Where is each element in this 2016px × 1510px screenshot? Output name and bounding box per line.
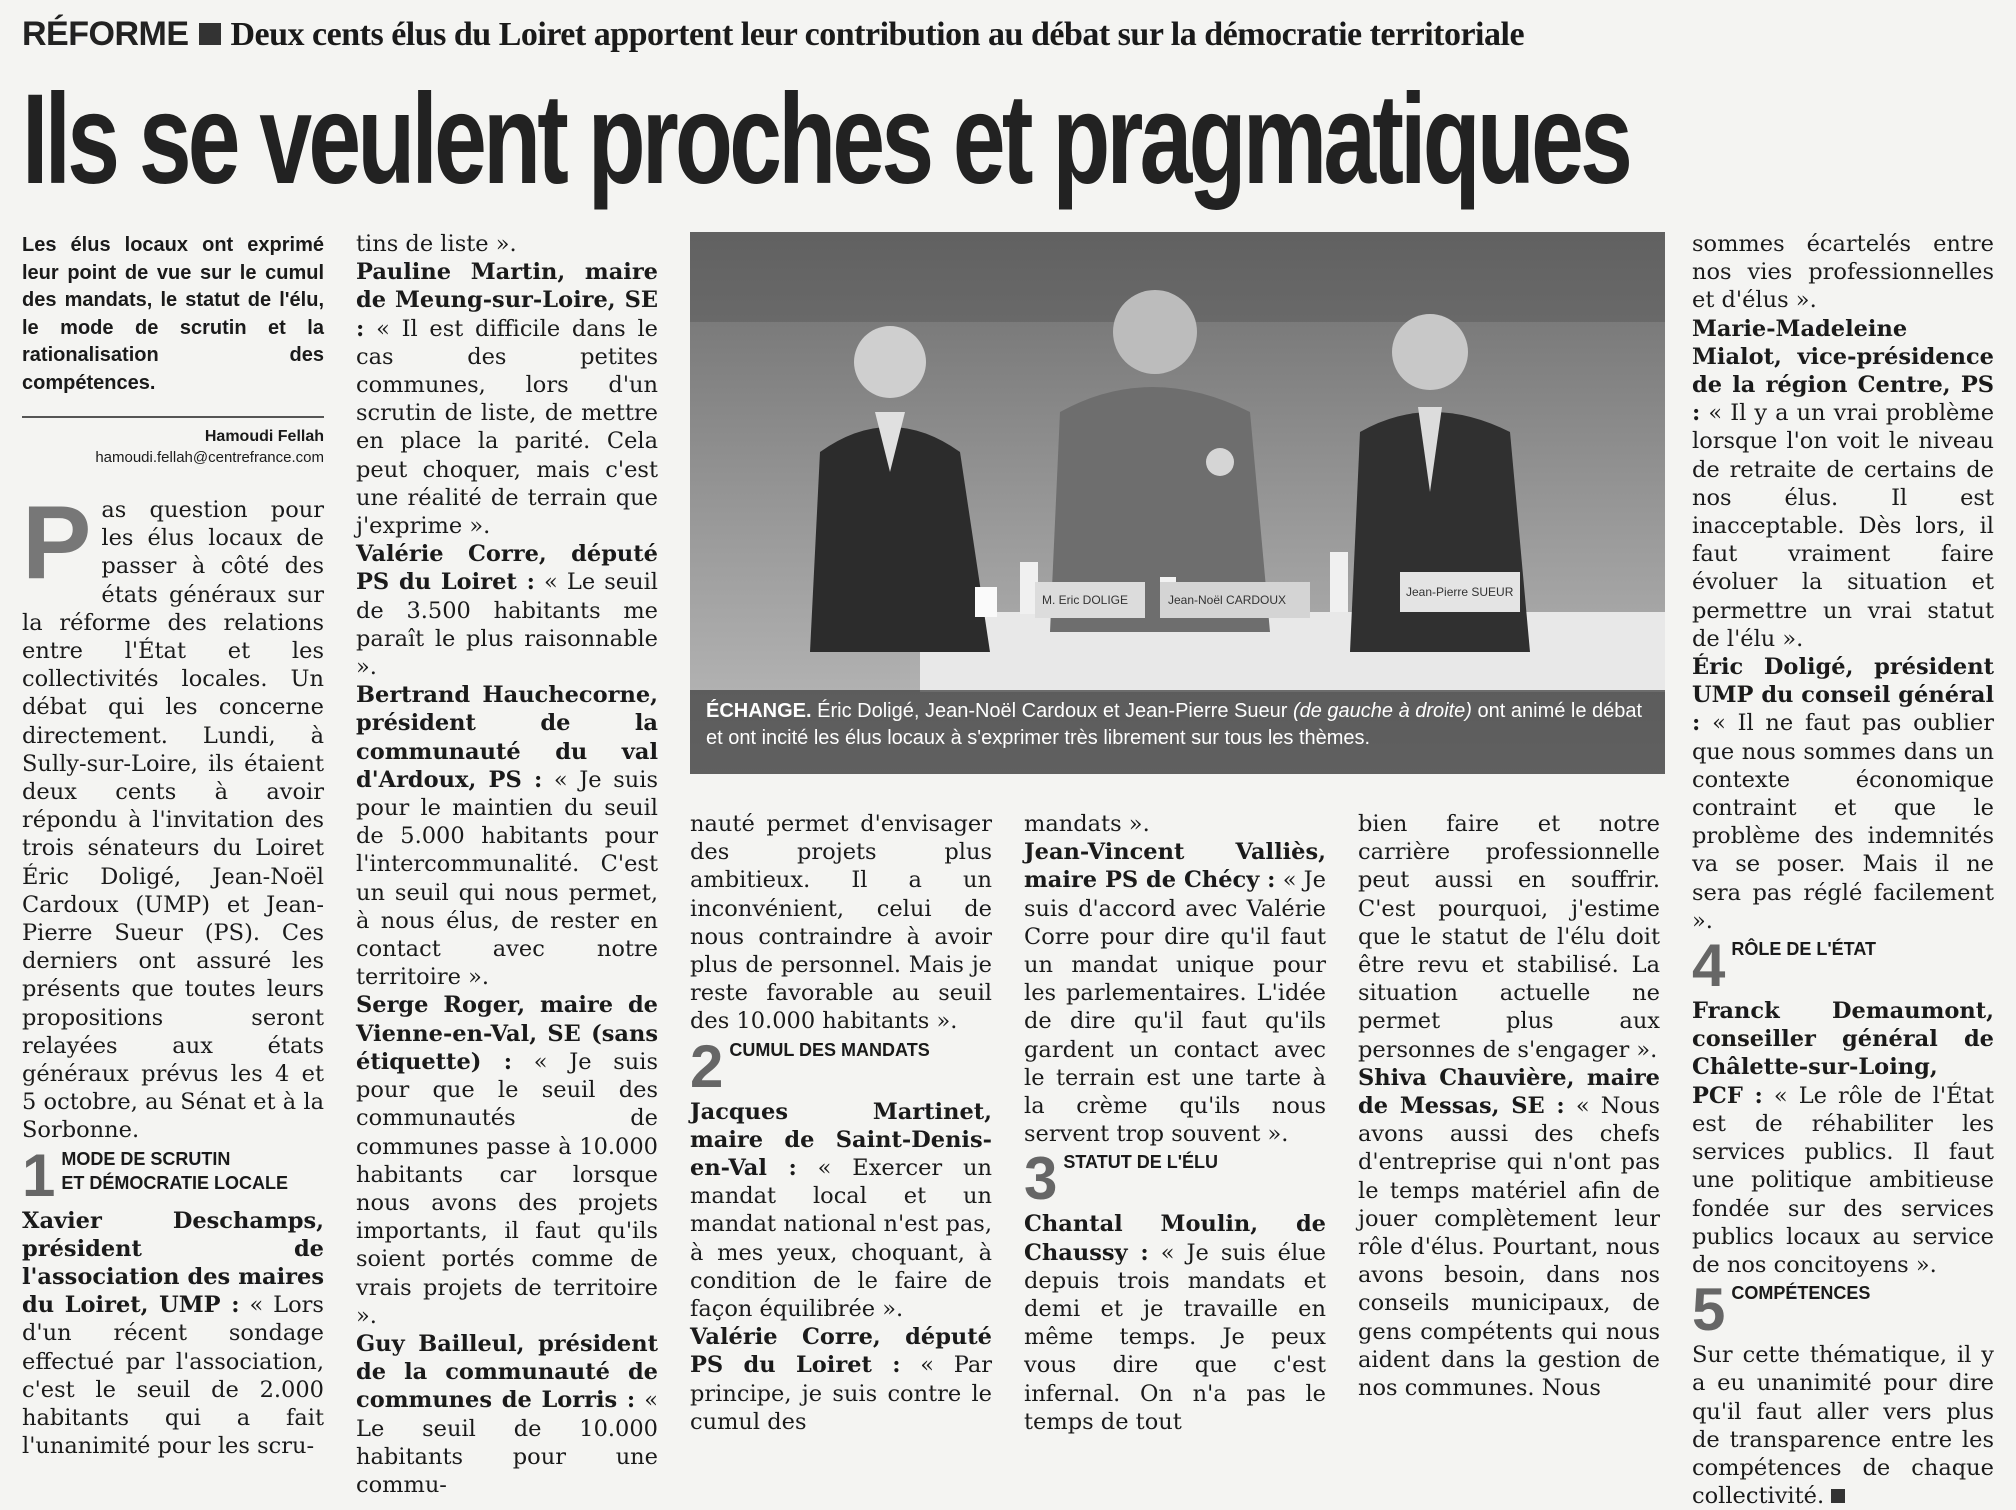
paragraph: bien faire et notre carrière professionnelle peut aussi en souffrir. C'est pourquoi, j'estime que le statut de l'élu doit être revu et stabilisé. La situation actuelle ne permet plus aux personnes de s'engager ». xyxy=(1358,811,1660,1063)
quote: « Il y a un vrai problème lorsque l'on voit le niveau de retraite de certains de nos élus. Il est inacceptable. Dès lors, il faut vraiment faire évoluer la situation et permettre un vrai statut de l'élu ». xyxy=(1692,400,1995,652)
speaker: Xavier Deschamps, président de l'association des maires du Loiret, UMP : xyxy=(22,1207,324,1319)
paragraph: tins de liste ». xyxy=(356,231,517,257)
quote: « Nous avons aussi des chefs d'entreprise qui n'ont pas le temps matériel afin de jouer complètement leur rôle d'élus. Pourtant, nous avons besoin, dans nos conseils municipaux, de gens compétents qui nous aident dans la gestion de nos communes. Nous xyxy=(1358,1093,1660,1402)
speaker: Bertrand Hauchecorne, président de la communauté du val d'Ardoux, PS : xyxy=(356,682,658,793)
speaker: Jacques Martinet, maire de Saint-Denis-en-Val : xyxy=(690,1098,992,1182)
paragraph: mandats ». xyxy=(1024,811,1150,837)
caption-rest: ont animé le débat et ont incité les élus locaux à s'exprimer très librement sur tous les thèmes. xyxy=(706,700,1643,749)
photo-caption xyxy=(690,690,1665,774)
quote: « Le seuil de 10.000 habitants pour une commu- xyxy=(356,1387,658,1498)
speaker: Pauline Martin, maire de Meung-sur-Loire, SE : xyxy=(356,259,658,342)
caption-label: ÉCHANGE. xyxy=(706,700,812,722)
quote: « Je suis pour que le seuil des communautés de communes passe à 10.000 habitants car lorsque nous avons des projets importants, il faut qu'ils soient portés comme de vrais projets de territoire ». xyxy=(356,1048,658,1329)
intro-paragraph: as question pour les élus locaux de passer à côté des états généraux sur la réforme des relations entre l'État et les collectivités locales. Un débat qui les concerne directement. Lundi, à Sully-sur-Loire, ils étaient deux cents à avoir répondu à l'invitation des trois sénateurs du Loiret Éric Doligé, Jean-Noël Cardoux (UMP) et Jean-Pierre Sueur (PS). Ces derniers ont assuré les présents que toutes leurs propositions seront relayées aux états généraux prévus les 4 et 5 octobre, au Sénat et à la Sorbonne. xyxy=(22,497,324,1144)
speaker: Éric Doligé, président UMP du conseil général : xyxy=(1692,654,1994,737)
paragraph: sommes écartelés entre nos vies professionnelles et d'élus ». xyxy=(1692,231,1994,314)
section-tag: RÉFORME xyxy=(22,15,189,53)
byline xyxy=(22,426,324,468)
speaker: Jean-Vincent Valliès, maire PS de Chécy : xyxy=(1024,839,1326,894)
quote: « Exercer un mandat local et un mandat national n'est pas, à mes yeux, choquant, à condition de le faire de façon équilibrée ». xyxy=(690,1155,992,1323)
quote: « Je suis d'accord avec Valérie Corre pour dire qu'il faut un mandat unique pour les parlementaires. L'idée de dire qu'il faut qu'ils gardent un contact avec le terrain est une tarte à la crème qu'ils nous servent trop souvent ». xyxy=(1024,867,1327,1148)
end-square-icon xyxy=(1831,1489,1845,1503)
section-label: CUMUL DES MANDATS xyxy=(729,1039,930,1060)
quote: « Je suis élue depuis trois mandats et demi et je travaille en même temps. Je peux vous dire que c'est infernal. On n'a pas le temps de tout xyxy=(1024,1239,1326,1435)
column-2 xyxy=(356,230,658,1499)
quote: « Par principe, je suis contre le cumul des xyxy=(690,1352,993,1435)
section-number: 4 xyxy=(1692,932,1726,1000)
speaker: Valérie Corre, député PS du Loiret : xyxy=(690,1324,992,1379)
kicker-subtitle: Deux cents élus du Loiret apportent leur contribution au débat sur la démocratie territoriale xyxy=(230,16,1525,53)
column-6 xyxy=(1692,230,1994,1510)
speaker: Serge Roger, maire de Vienne-en-Val, SE (sans étiquette) : xyxy=(356,992,658,1075)
column-4 xyxy=(1024,810,1326,1436)
speaker: Guy Bailleul, président de la communauté de communes de Lorris : xyxy=(356,1330,658,1414)
headline: Ils se veulent proches et pragmatiques xyxy=(22,68,1630,211)
quote: « Le seuil de 3.500 habitants me paraît le plus raisonnable ». xyxy=(356,569,659,681)
quote: « Il ne faut pas oublier que nous sommes dans un contexte économique contraint et que le problème des indemnités va se poser. Mais il ne sera pas réglé facilement ». xyxy=(1692,710,1994,934)
nameplate-center: Jean-Noël CARDOUX xyxy=(1168,593,1287,607)
section-number: 1 xyxy=(22,1141,56,1209)
section-heading-1 xyxy=(22,1141,324,1209)
chapo: Les élus locaux ont exprimé leur point de vue sur le cumul des mandats, le statut de l'élu, le mode de scrutin et la rationalisation des compétences. xyxy=(22,234,324,394)
section-label: MODE DE SCRUTIN xyxy=(61,1148,231,1169)
section-heading-2 xyxy=(690,1032,992,1100)
section-heading-5 xyxy=(1692,1276,1994,1344)
section-label: COMPÉTENCES xyxy=(1731,1283,1871,1304)
square-bullet-icon xyxy=(199,23,221,45)
speaker: Shiva Chauvière, maire de Messas, SE : xyxy=(1358,1064,1660,1120)
caption-italic: (de gauche à droite) xyxy=(1292,700,1472,722)
section-number: 3 xyxy=(1024,1145,1058,1213)
quote: Sur cette thématique, il y a eu unanimité pour dire qu'il faut aller vers plus de transparence entre les compétences de chaque collectivité. xyxy=(1692,1342,1994,1510)
nameplate-right: Jean-Pierre SUEUR xyxy=(1406,585,1514,599)
column-3 xyxy=(690,810,992,1436)
section-label: RÔLE DE L'ÉTAT xyxy=(1731,939,1876,960)
drop-cap: P xyxy=(22,485,92,601)
speaker: Valérie Corre, député PS du Loiret : xyxy=(356,541,658,596)
quote: « Lors d'un récent sondage effectué par l'association, c'est le seuil de 2.000 habitants qui a fait l'unanimité pour les scru- xyxy=(22,1292,324,1460)
column-5 xyxy=(1358,810,1660,1402)
byline-divider xyxy=(22,416,324,418)
speaker: Franck Demaumont, conseiller général de Châlette-sur-Loing, PCF : xyxy=(1692,998,1994,1109)
quote: « Je suis pour le maintien du seuil de 5.000 habitants pour l'intercommunalité. C'est un seuil qui nous permet, à nous élus, de rester en contact avec notre territoire ». xyxy=(356,766,659,991)
quote: « Le rôle de l'État est de réhabiliter les services publics. Il faut une politique ambitieuse fondée sur des services publics locaux au service de nos concitoyens ». xyxy=(1692,1082,1994,1278)
nameplate-left: M. Eric DOLIGE xyxy=(1042,593,1129,607)
section-number: 5 xyxy=(1692,1276,1726,1344)
kicker xyxy=(22,12,2012,57)
section-label: STATUT DE L'ÉLU xyxy=(1063,1152,1218,1173)
author-name: Hamoudi Fellah xyxy=(204,428,324,445)
section-number: 2 xyxy=(690,1032,724,1100)
section-label: ET DÉMOCRATIE LOCALE xyxy=(61,1172,289,1193)
author-email: hamoudi.fellah@centrefrance.com xyxy=(95,449,324,466)
paragraph: nauté permet d'envisager des projets plus ambitieux. Il a un inconvénient, celui de nous contraindre à avoir plus de personnel. Mais je reste favorable au seuil des 10.000 habitants ». xyxy=(690,811,992,1035)
caption-text: Éric Doligé, Jean-Noël Cardoux et Jean-Pierre Sueur xyxy=(817,700,1288,722)
quote: « Il est difficile dans le cas des petites communes, lors d'un scrutin de liste, de mettre en place la parité. Cela peut choquer, mais c'est une réalité de terrain que j'exprime ». xyxy=(356,315,658,540)
section-heading-3 xyxy=(1024,1145,1326,1213)
speaker: Chantal Moulin, de Chaussy : xyxy=(1024,1211,1326,1266)
column-1 xyxy=(22,485,324,1461)
section-heading-4 xyxy=(1692,932,1994,1000)
speaker: Marie-Madeleine Mialot, vice-présidence de la région Centre, PS : xyxy=(1692,315,1994,427)
